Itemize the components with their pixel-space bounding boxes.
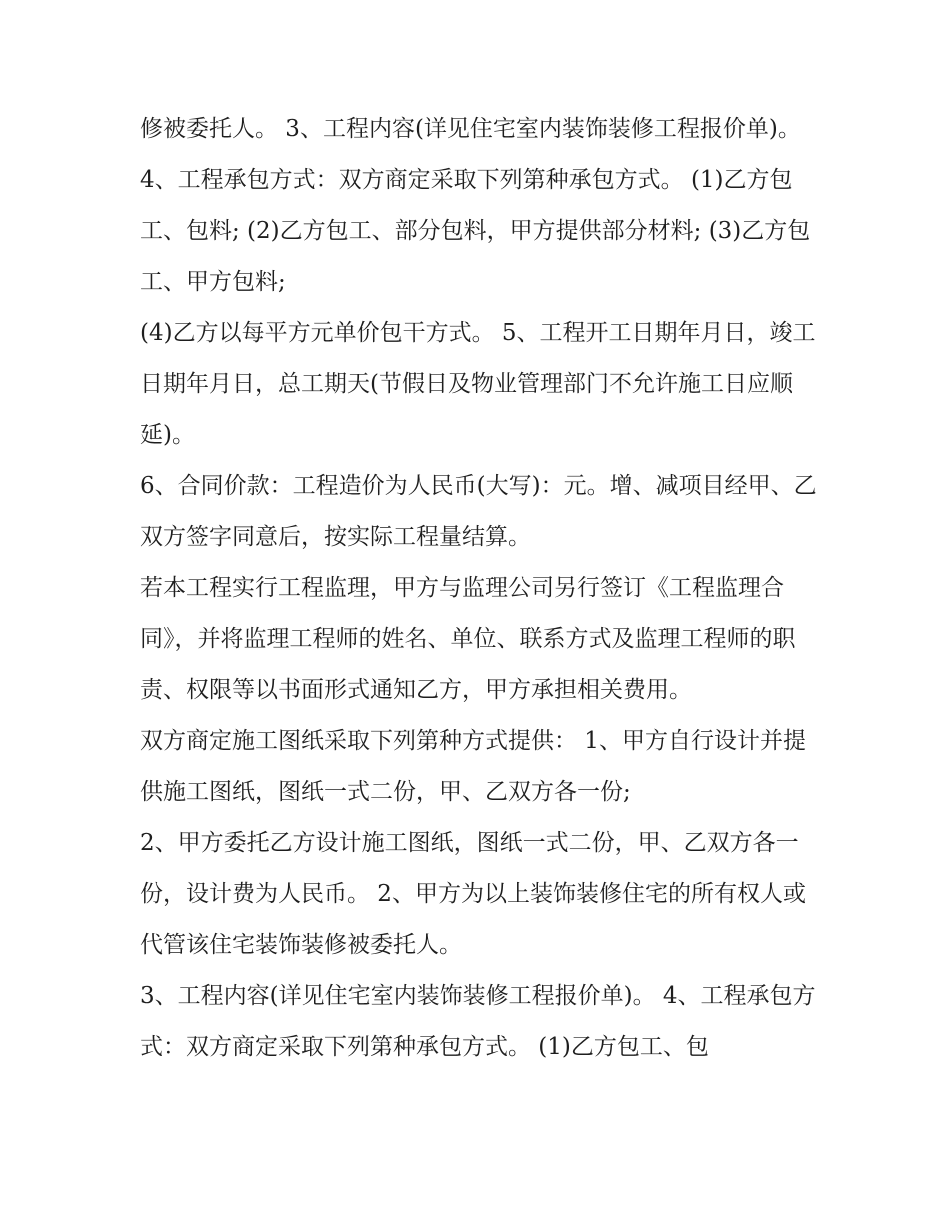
paragraph-5: 若本工程实行工程监理，甲方与监理公司另行签订《工程监理合同》，并将监理工程师的姓名、单位、联系方式及监理工程师的职责、权限等以书面形式通知乙方，甲方承担相关费用。 <box>140 575 796 703</box>
document-body <box>140 104 820 1073</box>
paragraph-8: 3、工程内容(详见住宅室内装饰装修工程报价单)。 4、工程承包方式：双方商定采取下列第种承包方式。 (1)乙方包工、包 <box>140 983 816 1060</box>
paragraph-2: 4、工程承包方式：双方商定采取下列第种承包方式。 (1)乙方包工、包料; (2)乙方包工、部分包料，甲方提供部分材料; (3)乙方包工、甲方包料; <box>140 167 811 295</box>
paragraph-3: (4)乙方以每平方元单价包干方式。 5、工程开工日期年月日，竣工日期年月日，总工期天(节假日及物业管理部门不允许施工日应顺延)。 <box>140 320 816 448</box>
paragraph-6: 双方商定施工图纸采取下列第种方式提供： 1、甲方自行设计并提供施工图纸，图纸一式二份，甲、乙双方各一份; <box>140 728 806 805</box>
paragraph-4: 6、合同价款：工程造价为人民币(大写)：元。增、减项目经甲、乙双方签字同意后，按实际工程量结算。 <box>140 473 817 550</box>
paragraph-1: 修被委托人。 3、工程内容(详见住宅室内装饰装修工程报价单)。 <box>140 116 801 142</box>
paragraph-7: 2、甲方委托乙方设计施工图纸，图纸一式二份，甲、乙双方各一份，设计费为人民币。 2、甲方为以上装饰装修住宅的所有权人或代管该住宅装饰装修被委托人。 <box>140 830 806 958</box>
